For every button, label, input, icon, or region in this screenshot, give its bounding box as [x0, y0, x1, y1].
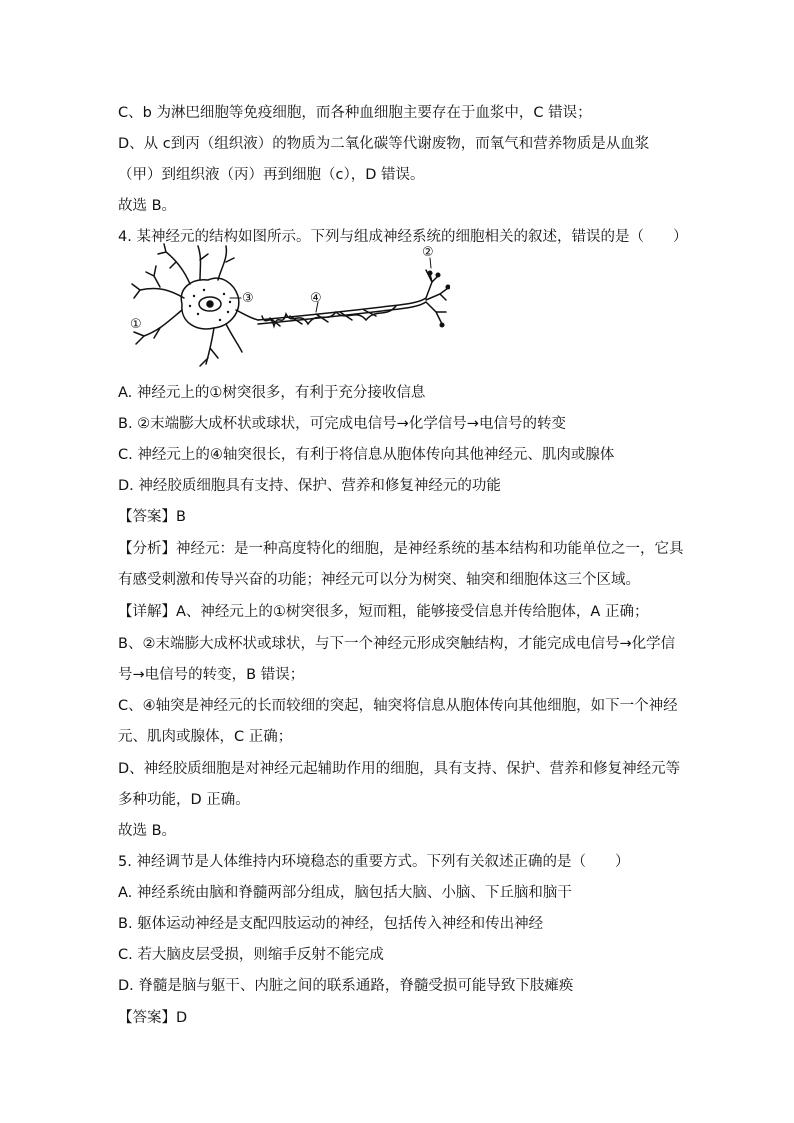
explanation-line-2: B、②末端膨大成杯状或球状，与下一个神经元形成突触结构，才能完成电信号→化学信 — [118, 636, 676, 652]
explanation-line-3: 号→电信号的转变，B 错误； — [118, 667, 305, 683]
explanation-line-5: 元、肌肉或腺体，C 正确； — [118, 729, 293, 745]
q5-option-b: B. 躯体运动神经是支配四肢运动的神经，包括传入神经和传出神经 — [118, 916, 544, 932]
answer-5: 【答案】D — [118, 1010, 188, 1026]
text-line-4: 故选 B。 — [118, 198, 177, 214]
question-5-stem: 5. 神经调节是人体维持内环境稳态的重要方式。下列有关叙述正确的是（ ） — [118, 854, 630, 870]
question-4-stem: 4. 某神经元的结构如图所示。下列与组成神经系统的细胞相关的叙述，错误的是（ ） — [118, 229, 688, 245]
label-3: ③ — [242, 291, 254, 306]
option-c: C. 神经元上的④轴突很长，有利于将信息从胞体传向其他神经元、肌肉或腺体 — [118, 447, 615, 463]
text-line-3: （甲）到组织液（丙）再到细胞（c），D 错误。 — [118, 167, 425, 183]
conclusion-4: 故选 B。 — [118, 823, 177, 839]
text-line-1: C、b 为淋巴细胞等免疫细胞，而各种血细胞主要存在于血浆中，C 错误； — [118, 105, 592, 121]
label-1: ① — [130, 317, 142, 332]
explanation-line-4: C、④轴突是神经元的长而较细的突起，轴突将信息从胞体传向其他细胞，如下一个神经 — [118, 698, 678, 714]
label-4: ④ — [310, 291, 322, 306]
explanation-line-6: D、神经胶质细胞是对神经元起辅助作用的细胞，具有支持、保护、营养和修复神经元等 — [118, 761, 681, 777]
option-b: B. ②末端膨大成杯状或球状，可完成电信号→化学信号→电信号的转变 — [118, 416, 566, 432]
q5-option-a: A. 神经系统由脑和脊髓两部分组成，脑包括大脑、小脑、下丘脑和脑干 — [118, 885, 572, 901]
q5-option-c: C. 若大脑皮层受损，则缩手反射不能完成 — [118, 947, 384, 963]
label-2: ② — [422, 245, 434, 260]
text-line-2: D、从 c到丙（组织液）的物质为二氧化碳等代谢废物，而氧气和营养物质是从血浆 — [118, 136, 650, 152]
answer-4: 【答案】B — [118, 509, 186, 525]
option-d: D. 神经胶质细胞具有支持、保护、营养和修复神经元的功能 — [118, 478, 501, 494]
option-a: A. 神经元上的①树突很多，有利于充分接收信息 — [118, 385, 426, 401]
q5-option-d: D. 脊髓是脑与躯干、内脏之间的联系通路，脊髓受损可能导致下肢瘫痪 — [118, 978, 574, 994]
analysis-line-1: 【分析】神经元：是一种高度特化的细胞，是神经系统的基本结构和功能单位之一，它具 — [118, 541, 684, 557]
explanation-line-7: 多种功能，D 正确。 — [118, 792, 250, 808]
analysis-line-2: 有感受刺激和传导兴奋的功能；神经元可以分为树突、轴突和细胞体这三个区域。 — [118, 572, 640, 588]
neuron-diagram — [130, 240, 450, 370]
explanation-line-1: 【详解】A、神经元上的①树突很多，短而粗，能够接受信息并传给胞体，A 正确； — [118, 604, 649, 620]
